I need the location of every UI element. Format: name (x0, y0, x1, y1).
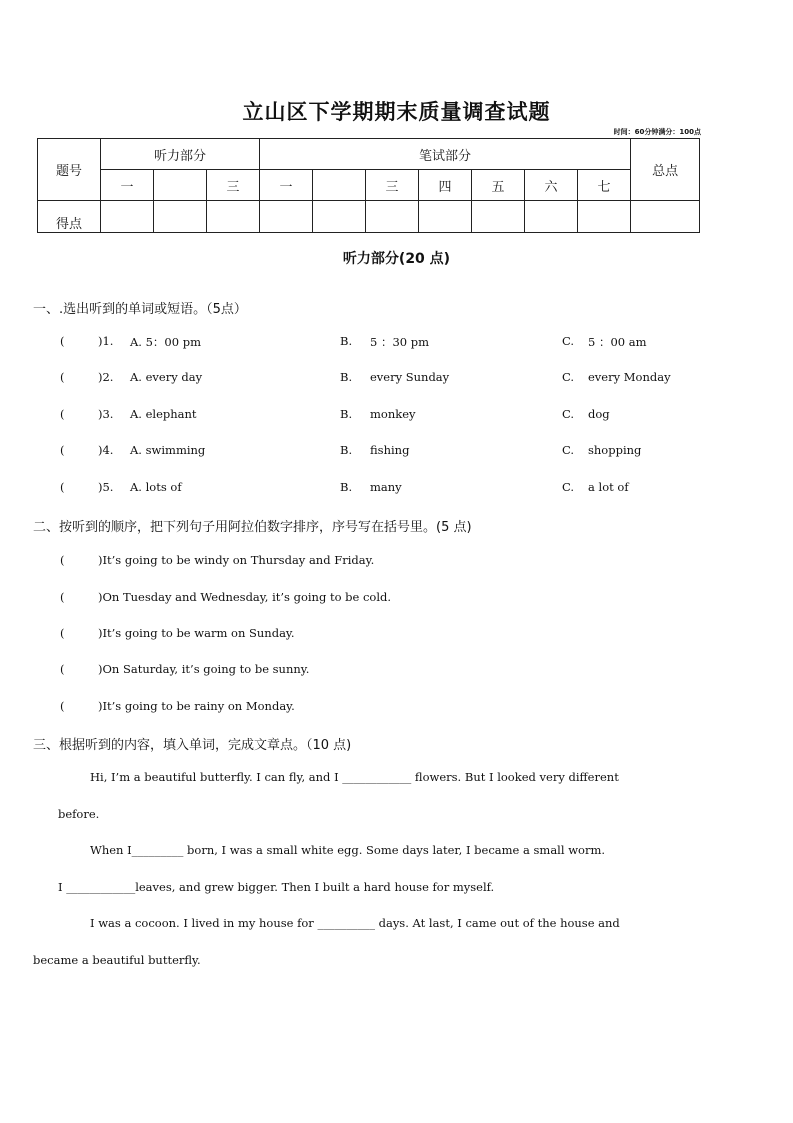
option-c: a lot of (588, 480, 629, 494)
header-total: 总点 (631, 139, 700, 201)
listening-section-title: 听力部分(20 点) (342, 251, 451, 267)
q2-heading: 二、按听到的顺序，把下列句子用阿拉伯数字排序，序号写在括号里。(5 点) (33, 520, 472, 535)
option-c: shopping (588, 443, 642, 457)
score-cell[interactable] (260, 201, 313, 233)
writing-col: 七 (578, 170, 631, 201)
option-c-label: C. (562, 407, 575, 421)
answer-paren[interactable]: ( (60, 626, 65, 640)
sentence-text: )On Saturday, it’s going to be sunny. (98, 662, 310, 676)
score-cell[interactable] (154, 201, 207, 233)
option-b-label: B. (340, 480, 353, 494)
passage-line: When I_________ born, I was a small white egg. Some days later, I became a small worm. (90, 843, 606, 857)
option-b: many (370, 480, 402, 494)
writing-col: 一 (260, 170, 313, 201)
score-cell[interactable] (101, 201, 154, 233)
option-c: dog (588, 407, 610, 421)
option-a: A. every day (130, 370, 203, 384)
score-cell[interactable] (366, 201, 419, 233)
option-b: every Sunday (370, 370, 450, 384)
item-number: )2. (98, 370, 114, 384)
sentence-text: )It’s going to be warm on Sunday. (98, 626, 295, 640)
sentence-text: )It’s going to be rainy on Monday. (98, 699, 295, 713)
q1-heading: 一、.选出听到的单词或短语。（5点） (33, 302, 247, 317)
option-b: monkey (370, 407, 416, 421)
header-label-score: 得点 (38, 201, 101, 233)
score-cell[interactable] (313, 201, 366, 233)
writing-col: 六 (525, 170, 578, 201)
score-table (37, 138, 700, 233)
exam-meta: 时间：60分钟满分：100点 (613, 128, 701, 136)
option-c-label: C. (562, 370, 575, 384)
writing-col: 五 (472, 170, 525, 201)
option-c-label: C. (562, 334, 575, 348)
header-writing: 笔试部分 (260, 139, 631, 170)
listening-col: 三 (207, 170, 260, 201)
header-listening: 听力部分 (101, 139, 260, 170)
option-c: 5 ：00 am (588, 335, 647, 349)
exam-title: 立山区下学期期末质量调查试题 (242, 100, 551, 124)
item-number: )1. (98, 334, 114, 348)
option-a: A. 5：00 pm (130, 335, 201, 349)
listening-col (154, 170, 207, 201)
sentence-text: )It’s going to be windy on Thursday and Friday. (98, 553, 375, 567)
option-a: A. elephant (130, 407, 197, 421)
answer-paren[interactable]: ( (60, 370, 65, 384)
passage-line: became a beautiful butterfly. (33, 953, 201, 967)
answer-paren[interactable]: ( (60, 662, 65, 676)
answer-paren[interactable]: ( (60, 553, 65, 567)
writing-col (313, 170, 366, 201)
item-number: )3. (98, 407, 114, 421)
answer-paren[interactable]: ( (60, 334, 65, 348)
option-b-label: B. (340, 407, 353, 421)
sentence-text: )On Tuesday and Wednesday, it’s going to be cold. (98, 590, 392, 604)
option-a: A. lots of (130, 480, 182, 494)
option-b-label: B. (340, 334, 353, 348)
passage-line: I was a cocoon. I lived in my house for __________ days. At last, I came out of the house and (90, 916, 620, 930)
answer-paren[interactable]: ( (60, 407, 65, 421)
option-b-label: B. (340, 443, 353, 457)
header-label-question: 题号 (38, 139, 101, 201)
writing-col: 三 (366, 170, 419, 201)
score-cell[interactable] (419, 201, 472, 233)
answer-paren[interactable]: ( (60, 699, 65, 713)
passage-line: I ____________leaves, and grew bigger. Then I built a hard house for myself. (58, 880, 495, 894)
item-number: )4. (98, 443, 114, 457)
option-b-label: B. (340, 370, 353, 384)
writing-col: 四 (419, 170, 472, 201)
option-b: fishing (370, 443, 410, 457)
answer-paren[interactable]: ( (60, 480, 65, 494)
listening-col: 一 (101, 170, 154, 201)
score-cell-total[interactable] (631, 201, 700, 233)
score-cell[interactable] (207, 201, 260, 233)
score-cell[interactable] (472, 201, 525, 233)
answer-paren[interactable]: ( (60, 443, 65, 457)
option-c: every Monday (588, 370, 671, 384)
passage-line: Hi, I’m a beautiful butterfly. I can fly, and I ____________ flowers. But I looked very different (90, 770, 619, 784)
q3-heading: 三、根据听到的内容，填入单词，完成文章点。（10 点) (33, 738, 352, 753)
option-a: A. swimming (130, 443, 206, 457)
score-cell[interactable] (525, 201, 578, 233)
answer-paren[interactable]: ( (60, 590, 65, 604)
option-b: 5 ：30 pm (370, 335, 430, 349)
option-c-label: C. (562, 480, 575, 494)
score-cell[interactable] (578, 201, 631, 233)
passage-line: before. (58, 807, 100, 821)
option-c-label: C. (562, 443, 575, 457)
item-number: )5. (98, 480, 114, 494)
